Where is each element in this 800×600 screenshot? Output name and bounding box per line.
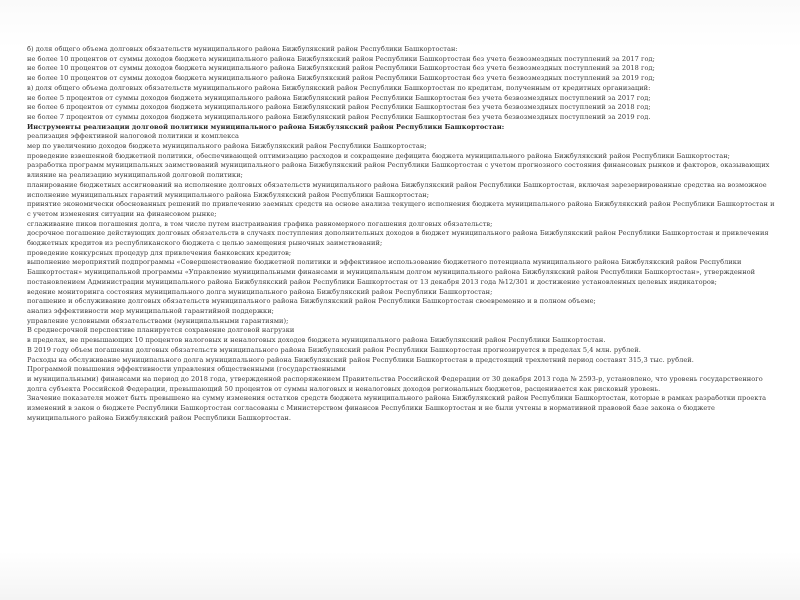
document-paragraph: не более 5 процентов от суммы доходов бюджета муниципального района Бижбулякский район Республики Башкортостан без учета безвозмездных поступлений за 2017 год; [27, 93, 651, 102]
document-paragraph: управление условными обязательствами (муниципальными гарантиями); [27, 316, 289, 325]
document-paragraph: сглаживание пиков погашения долга, в том числе путем выстраивания графика равномерного погашения долговых обязательств; [27, 219, 493, 228]
document-paragraph: проведение взвешенной бюджетной политики, обеспечивающей оптимизацию расходов и сокращение дефицита бюджета муниципального района Бижбулякский район Республики Башкортостан; [27, 151, 730, 160]
document-paragraph: выполнение мероприятий подпрограммы «Совершенствование бюджетной политики и эффективное использование бюджетного потенциала муниципального района Бижбулякский район Республики Башкортостан» муниципальной программы «Управление муниципальными финансами и муниципальным долгом муниципального района Бижбулякский район Республики Башкортостан», утвержденной постановлением Администрации муниципального района Бижбулякский район Республики Башкортостан от 13 декабря 2013 года №12/301 и достижение установленных целевых индикаторов; [27, 258, 756, 286]
document-paragraph: принятие экономически обоснованных решений по привлечению заемных средств на основе анализа текущего исполнения бюджета муниципального района Бижбулякский район Республики Башкортостан и с учетом изменения ситуации на финансовом рынке; [27, 200, 775, 218]
document-paragraph: ведение мониторинга состояния муниципального долга муниципального района Бижбулякский район Республики Башкортостан; [27, 287, 493, 296]
document-paragraph: В 2019 году объем погашения долговых обязательств муниципального района Бижбулякский район Республики Башкортостан прогнозируется в пределах 5,4 млн. рублей. [27, 345, 641, 354]
document-paragraph: Расходы на обслуживание муниципального долга муниципального района Бижбулякский район Республики Башкортостан в предстоящий трехлетний период составят 315,3 тыс. рублей. [27, 355, 694, 364]
document-paragraph: погашение и обслуживание долговых обязательств муниципального района Бижбулякский район Республики Башкортостан своевременно и в полном объеме; [27, 297, 596, 306]
document-paragraph: проведение конкурсных процедур для привлечения банковских кредитов; [27, 248, 292, 257]
document-paragraph: реализация эффективной налоговой политики и комплекса [27, 132, 239, 141]
document-paragraph: не более 10 процентов от суммы доходов бюджета муниципального района Бижбулякский район Республики Башкортостан без учета безвозмездных поступлений за 2018 год; [27, 64, 655, 73]
document-paragraph: разработка программ муниципальных заимствований муниципального района Бижбулякский район Республики Башкортостан с учетом прогнозного состояния финансовых рынков и факторов, оказывающих влияние на реализацию муниципальной долговой политики; [27, 161, 770, 180]
document-paragraph: анализ эффективности мер муниципальной гарантийной поддержки; [27, 306, 274, 315]
document-paragraph: не более 10 процентов от суммы доходов бюджета муниципального района Бижбулякский район Республики Башкортостан без учета безвозмездных поступлений за 2017 год; [27, 54, 655, 63]
document-body [27, 45, 775, 423]
document-paragraph: не более 10 процентов от суммы доходов бюджета муниципального района Бижбулякский район Республики Башкортостан без учета безвозмездных поступлений за 2019 год; [27, 74, 655, 83]
document-paragraph: В среднесрочной перспективе планируется сохранение долговой нагрузки [27, 326, 295, 335]
document-paragraph: в пределах, не превышающих 10 процентов налоговых и неналоговых доходов бюджета муниципального района Бижбулякский район Республики Башкортостан. [27, 336, 606, 345]
document-paragraph: не более 7 процентов от суммы доходов бюджета муниципального района Бижбулякский район Республики Башкортостан без учета безвозмездных поступлений за 2019 год. [27, 112, 651, 121]
document-paragraph: б) доля общего объема долговых обязательств муниципального района Бижбулякский район Республики Башкортостан: [27, 45, 458, 53]
document-paragraph: досрочное погашение действующих долговых обязательств в случаях поступления дополнительных доходов в бюджет муниципального района Бижбулякский район Республики Башкортостан и привлечения бюджетных кредитов из республиканского бюджета с целью замещения рыночных заимствований; [27, 229, 769, 248]
document-paragraph: мер по увеличению доходов бюджета муниципального района Бижбулякский район Республики Башкортостан; [27, 142, 427, 151]
document-paragraph: не более 6 процентов от суммы доходов бюджета муниципального района Бижбулякский район Республики Башкортостан без учета безвозмездных поступлений за 2018 год; [27, 103, 651, 112]
document-paragraph: в) доля общего объема долговых обязательств муниципального района Бижбулякский район Республики Башкортостан по кредитам, полученным от кредитных организаций: [27, 83, 651, 92]
document-paragraph: планирование бюджетных ассигнований на исполнение долговых обязательств муниципального района Бижбулякский район Республики Башкортостан, включая зарезервированные средства на возможное исполнение муниципальных гарантий муниципального района Бижбулякский район Республики Башкортостан; [27, 180, 767, 199]
document-paragraph: и муниципальными) финансами на период до 2018 года, утвержденной распоряжением Правительства Российской Федерации от 30 декабря 2013 года № 2593-р, установлено, что уровень государственного долга субъекта Российской Федерации, превышающий 50 процентов от суммы налоговых и неналоговых доходов региональных бюджетов, расценивается как рисковый уровень. [27, 374, 763, 393]
document-paragraph: Значение показателя может быть превышено на сумму изменения остатков средств бюджета муниципального района Бижбулякский район Республики Башкортостан, которые в рамках разработки проекта изменений в закон о бюджете Республики Башкортостан согласованы с Министерством финансов Республики Башкортостан и не были учтены в нормативной правовой базе закона о бюджете муниципального района Бижбулякский район Республики Башкортостан. [27, 394, 767, 422]
document-paragraph: Программой повышения эффективности управления общественными (государственными [27, 365, 346, 374]
document-paragraph: Инструменты реализации долговой политики муниципального района Бижбулякский район Республики Башкортостан: [27, 122, 505, 131]
